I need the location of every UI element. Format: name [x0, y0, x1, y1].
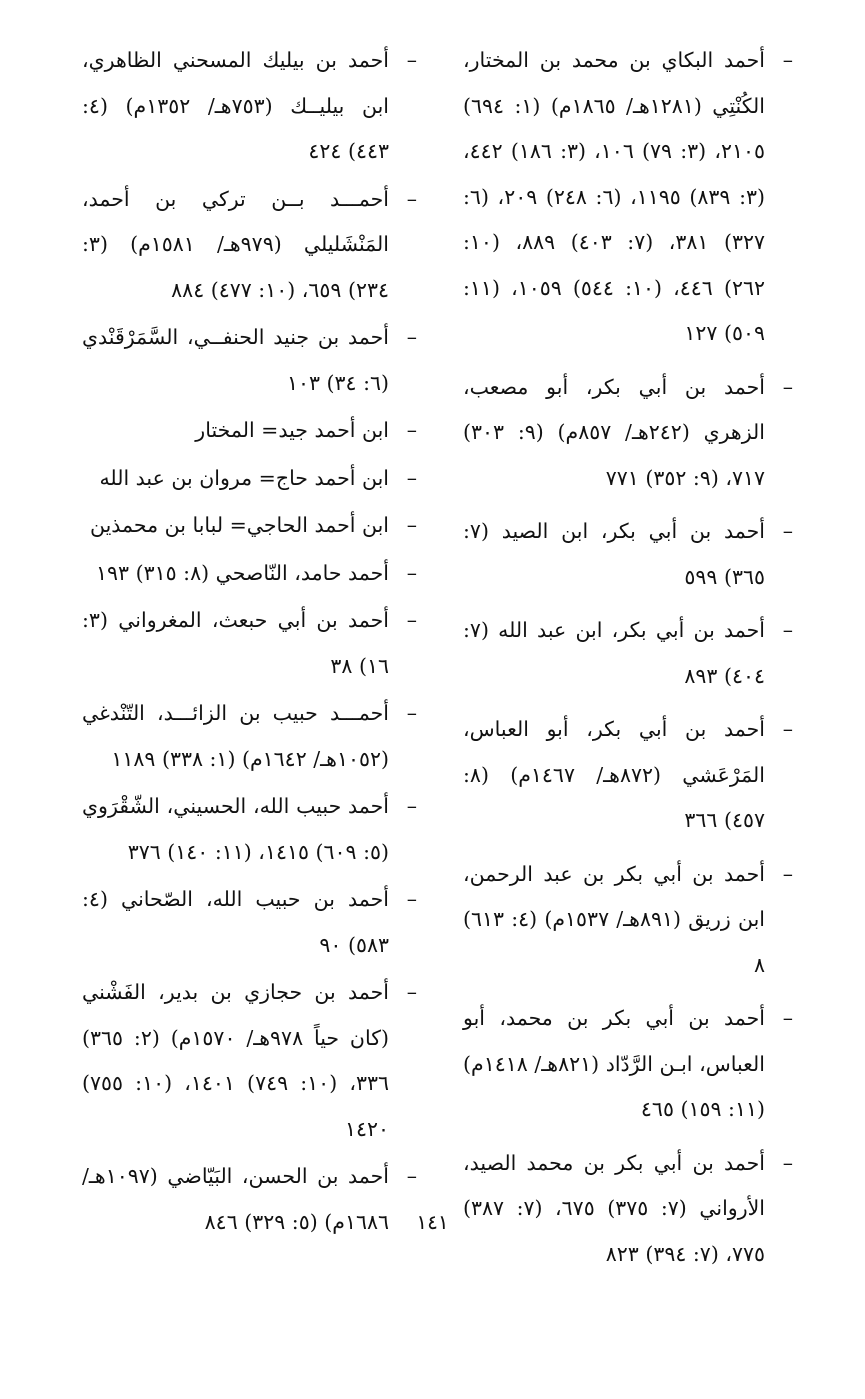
entry-dash: –: [406, 48, 417, 72]
entry-text: أحمد بن أبي بكر بن محمد، أبو العباس، ابـن الرَّدّاد (٨٢١هـ/ ١٤١٨م) (١١: ١٥٩) ٤٦٥: [463, 1006, 765, 1121]
page-number: ١٤١: [416, 1210, 449, 1234]
entry-text: أحمد حبيب الله، الحسيني، الشّقْرَوي (٥: ٦٠٩) ١٤١٥، (١١: ١٤٠) ٣٧٦: [82, 794, 389, 864]
entry-dash: –: [406, 794, 417, 818]
entry-text: أحمد بن أبي حبعث، المغرواني (٣: ١٦) ٣٨: [82, 608, 389, 678]
entry-dash: –: [782, 374, 793, 399]
entry-dash: –: [406, 608, 417, 632]
index-entry: [463, 608, 793, 699]
entry-dash: –: [782, 48, 793, 72]
index-entry: [82, 315, 417, 406]
index-entry: [82, 598, 417, 689]
index-entry: [82, 177, 417, 314]
index-entry: [463, 707, 793, 844]
left-column: [82, 38, 417, 1247]
index-entry: [463, 1141, 793, 1278]
entry-dash: –: [782, 519, 793, 543]
entry-dash: –: [406, 418, 417, 442]
entry-dash: –: [406, 887, 417, 911]
cross-reference-entry: [82, 408, 417, 454]
index-entry: [463, 365, 793, 502]
index-entry: [82, 38, 417, 175]
entry-text: أحمد بن أبي بكر، أبو مصعب، الزهري (٢٤٢هـ/ ٨٥٧م) (٩: ٣٠٣) ٧١٧، (٩: ٣٥٢) ٧٧١: [463, 374, 765, 490]
index-entry: [463, 996, 793, 1133]
entry-dash: –: [406, 465, 417, 490]
entry-dash: –: [782, 861, 793, 886]
entry-text: أحمد حامد، النّاصحي (٨: ٣١٥) ١٩٣: [96, 560, 389, 585]
entry-dash: –: [782, 1150, 793, 1175]
entry-dash: –: [406, 325, 417, 349]
entry-text: أحمد بن أبي بكر، ابن عبد الله (٧: ٤٠٤) ٨٩٣: [463, 618, 765, 688]
entry-text: ابن أحمد حاج= مروان بن عبد الله: [99, 465, 389, 490]
entry-dash: –: [782, 1006, 793, 1030]
entry-dash: –: [406, 186, 417, 211]
entry-text: أحمد بن بيليك المسحني الظاهري، ابن بيليــك (٧٥٣هـ/ ١٣٥٢م) (٤: ٤٤٣) ٤٢٤: [82, 48, 389, 163]
index-entry: [463, 852, 793, 989]
entry-dash: –: [406, 513, 417, 537]
right-column: [463, 38, 793, 1285]
index-entry: [82, 877, 417, 968]
entry-text: أحمد بن أبي بكر، ابن الصيد (٧: ٣٦٥) ٥٩٩: [463, 519, 765, 589]
cross-reference-entry: [82, 503, 417, 549]
entry-text: ابن أحمد الحاجي= لبابا بن محمذين: [89, 513, 389, 537]
entry-text: أحمد بن الحسن، البَيّاضي (١٠٩٧هـ/ ١٦٨٦م) (٥: ٣٢٩) ٨٤٦: [82, 1164, 389, 1234]
entry-text: أحمد بن أبي بكر بن محمد الصيد، الأرواني (٧: ٣٧٥) ٦٧٥، (٧: ٣٨٧) ٧٧٥، (٧: ٣٩٤) ٨٢٣: [463, 1150, 765, 1266]
index-entry: [82, 784, 417, 875]
index-entry: [463, 38, 793, 357]
index-entry: [463, 509, 793, 600]
index-entry: [82, 551, 417, 597]
entry-text: أحمـــد حبيب بن الزائـــد، التّنْدغي (١٠٥٢هـ/ ١٦٤٢م) (١: ٣٣٨) ١١٨٩: [82, 701, 389, 771]
entry-text: أحمد بن جنيد الحنفــي، السَّمَرْقَنْدي (٦: ٣٤) ١٠٣: [82, 325, 389, 395]
entry-dash: –: [782, 717, 793, 741]
entry-text: أحمد بن حجازي بن بدير، الفَشْني (كان حياً ٩٧٨هـ/ ١٥٧٠م) (٢: ٣٦٥) ٣٣٦، (١٠: ٧٤٩) ١٤٠١، (١٠: ٧٥٥) ١٤٢٠: [82, 980, 389, 1141]
entry-text: أحمد بن أبي بكر بن عبد الرحمن، ابن زريق (٨٩١هـ/ ١٥٣٧م) (٤: ٦١٣) ٨: [463, 861, 765, 977]
entry-text: أحمـــد بــن تركي بن أحمد، المَنْشَليلي (٩٧٩هـ/ ١٥٨١م) (٣: ٢٣٤) ٦٥٩، (١٠: ٤٧٧) ٨٨٤: [82, 186, 389, 302]
index-entry: [82, 691, 417, 782]
entry-dash: –: [406, 1164, 417, 1188]
entry-dash: –: [782, 618, 793, 642]
entry-dash: –: [406, 980, 417, 1004]
entry-dash: –: [406, 701, 417, 725]
cross-reference-entry: [82, 456, 417, 502]
entry-text: أحمد البكاي بن محمد بن المختار، الكُنْتِي (١٢٨١هـ/ ١٨٦٥م) (١: ٦٩٤) ٢١٠٥، (٣: ٧٩) ١٠٦، (٣: ١٨٦) ٤٤٢، (٣: ٨٣٩) ١١٩٥، (٦: ٢٤٨) ٢٠٩، (٦: ٣٢٧) ٣٨١، (٧: ٤٠٣) ٨٨٩، (١٠: ٢٦٢) ٤٤٦، (١٠: ٥٤٤) ١٠٥٩، (١١: ٥٠٩) ١٢٧: [463, 48, 766, 345]
entry-text: أحمد بن أبي بكر، أبو العباس، المَرْعَشي (٨٧٢هـ/ ١٤٦٧م) (٨: ٤٥٧) ٣٦٦: [463, 717, 765, 832]
index-entry: [82, 970, 417, 1152]
entry-text: أحمد بن حبيب الله، الصّحاني (٤: ٥٨٣) ٩٠: [82, 887, 389, 957]
entry-dash: –: [406, 560, 417, 585]
entry-text: ابن أحمد جيد= المختار: [195, 418, 389, 442]
